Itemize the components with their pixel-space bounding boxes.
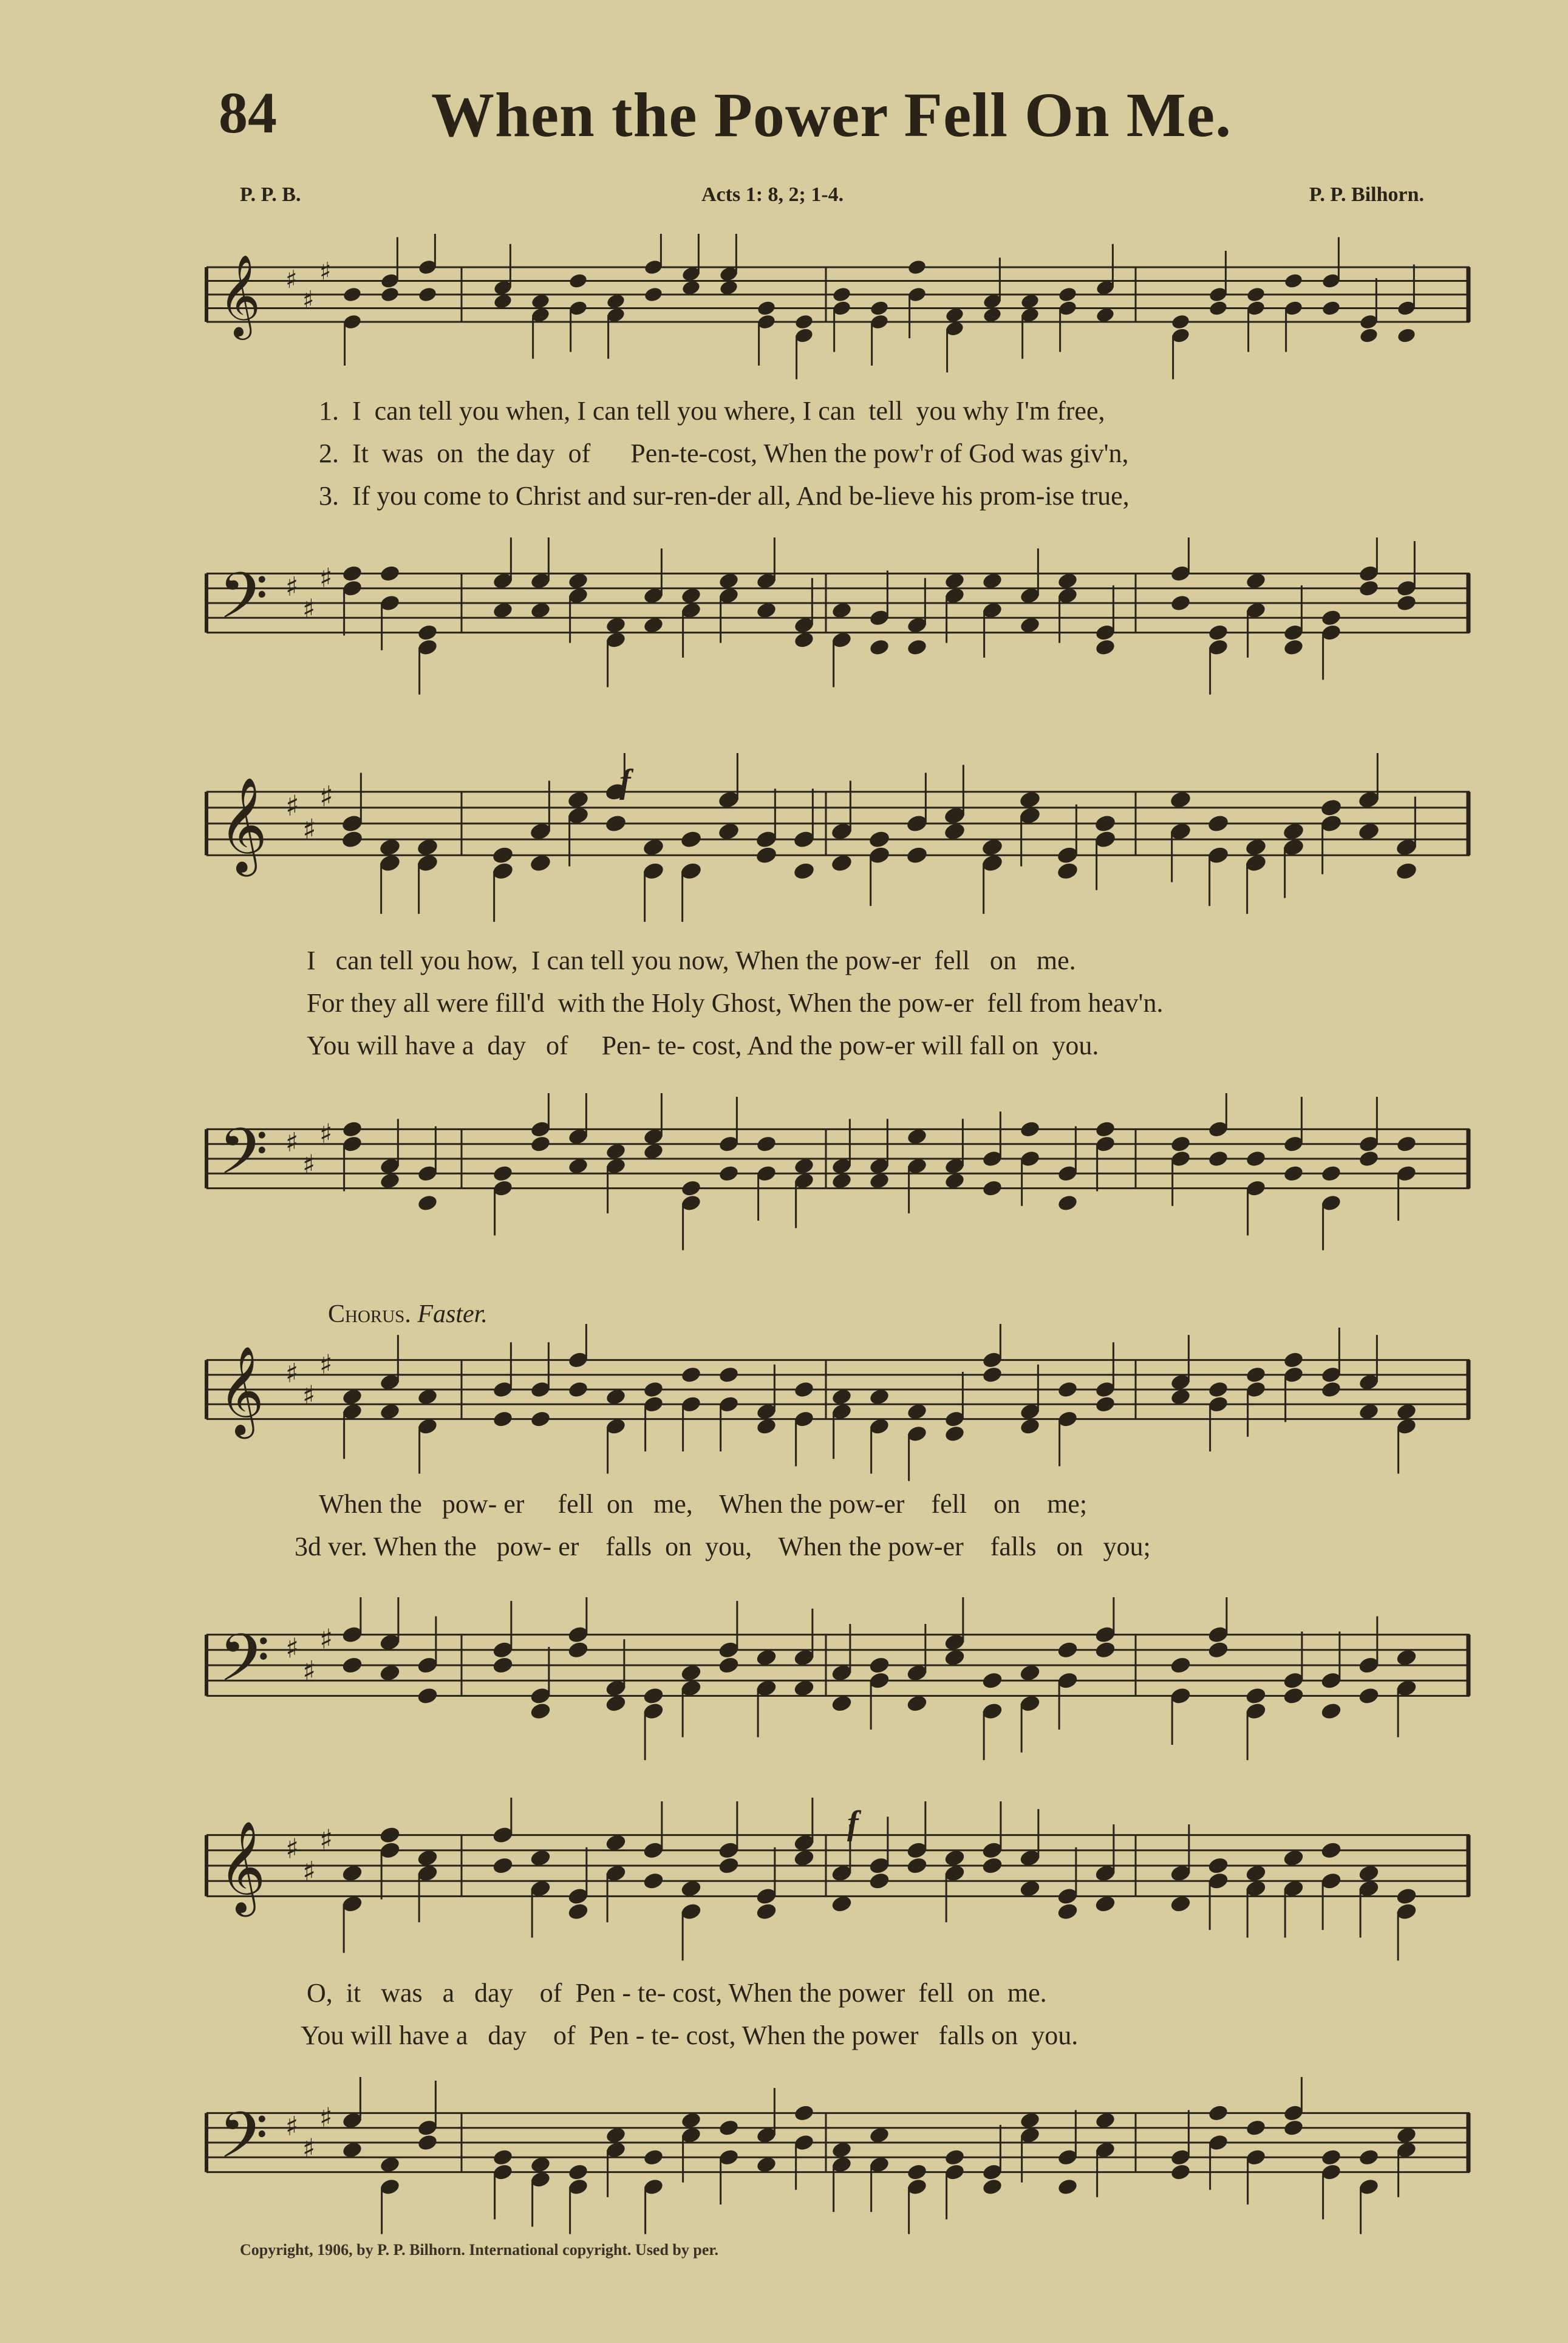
lyric-line-1-1: 1. I can tell you when, I can tell you where, I can tell you why I'm free, [319,396,1105,426]
bass-staff-1 [200,537,1476,701]
svg-text:𝄞: 𝄞 [219,777,268,873]
credits-line [240,183,1424,214]
svg-text:𝄢: 𝄢 [219,1619,270,1713]
svg-text:♯: ♯ [319,256,332,286]
svg-text:♯: ♯ [302,1855,316,1888]
hymn-header [219,79,1409,164]
svg-text:♯: ♯ [302,1655,316,1688]
svg-text:♯: ♯ [319,562,333,594]
copyright-notice: Copyright, 1906, by P. P. Bilhorn. International copyright. Used by per. [240,2241,719,2259]
svg-text:♯: ♯ [302,1380,316,1411]
lyric-line-2-2: For they all were fill'd with the Holy Ghost, When the pow-er fell from heav'n. [307,988,1164,1018]
svg-text:♯: ♯ [285,571,299,602]
svg-text:♯: ♯ [319,2102,333,2133]
svg-text:𝄞: 𝄞 [219,253,261,336]
lyric-line-1-3: 3. If you come to Christ and sur-ren-der all, And be-lieve his prom-ise true, [319,481,1130,511]
treble-staff-3 [200,1324,1476,1488]
svg-text:♯: ♯ [302,285,315,315]
bass-staff-3 [200,1597,1476,1767]
svg-text:𝄞: 𝄞 [219,1345,264,1435]
words-credit: P. P. B. [240,183,301,206]
tempo-marking: Faster. [417,1300,488,1328]
svg-text:♯: ♯ [285,2110,299,2142]
svg-text:♯: ♯ [285,789,299,823]
svg-text:♯: ♯ [319,1118,333,1150]
lyric-line-2-3: You will have a day of Pen- te- cost, And the pow-er will fall on you. [307,1031,1099,1060]
lyric-line-1-2: 2. It was on the day of Pen-te-cost, When the pow'r of God was giv'n, [319,438,1129,468]
treble-staff-1 [200,234,1476,386]
bass-staff-2 [200,1093,1476,1257]
svg-text:♯: ♯ [285,1832,299,1865]
svg-text:♯: ♯ [285,1357,299,1389]
treble-staff-4 [200,1798,1476,1968]
lyric-line-3-1: When the pow- er fell on me, When the pow-er fell on me; [319,1489,1088,1519]
treble-staff-2 [200,753,1476,929]
bass-staff-4 [200,2077,1476,2241]
svg-text:♯: ♯ [319,1623,333,1656]
svg-text:♯: ♯ [285,1632,299,1665]
hymn-title: When the Power Fell On Me. [431,80,1232,150]
svg-text:♯: ♯ [302,813,316,847]
dynamic-forte-2: f [619,763,631,800]
lyric-line-2-1: I can tell you how, I can tell you now, When the pow-er fell on me. [307,946,1076,975]
svg-text:♯: ♯ [285,264,298,294]
svg-text:♯: ♯ [319,780,333,814]
lyric-line-4-2: You will have a day of Pen - te- cost, When the power falls on you. [301,2021,1079,2050]
svg-text:♯: ♯ [302,2133,316,2164]
svg-text:𝄢: 𝄢 [219,1114,268,1204]
hymn-number: 84 [219,80,277,145]
music-credit: P. P. Bilhorn. [1309,183,1424,206]
svg-text:𝄢: 𝄢 [219,2098,268,2188]
svg-text:♯: ♯ [302,1149,316,1181]
svg-text:♯: ♯ [319,1823,333,1856]
svg-text:♯: ♯ [285,1127,299,1158]
lyric-line-3-2: 3d ver. When the pow- er falls on you, When the pow-er falls on you; [295,1532,1151,1561]
chorus-label: Chorus. [328,1300,411,1328]
svg-text:𝄢: 𝄢 [219,559,268,649]
svg-text:𝄞: 𝄞 [219,1819,266,1913]
lyric-line-4-1: O, it was a day of Pen - te- cost, When the power fell on me. [307,1978,1047,2008]
scripture-reference: Acts 1: 8, 2; 1-4. [701,183,844,206]
svg-text:♯: ♯ [302,593,316,625]
svg-text:♯: ♯ [319,1349,333,1380]
dynamic-forte-4: f [847,1804,859,1842]
